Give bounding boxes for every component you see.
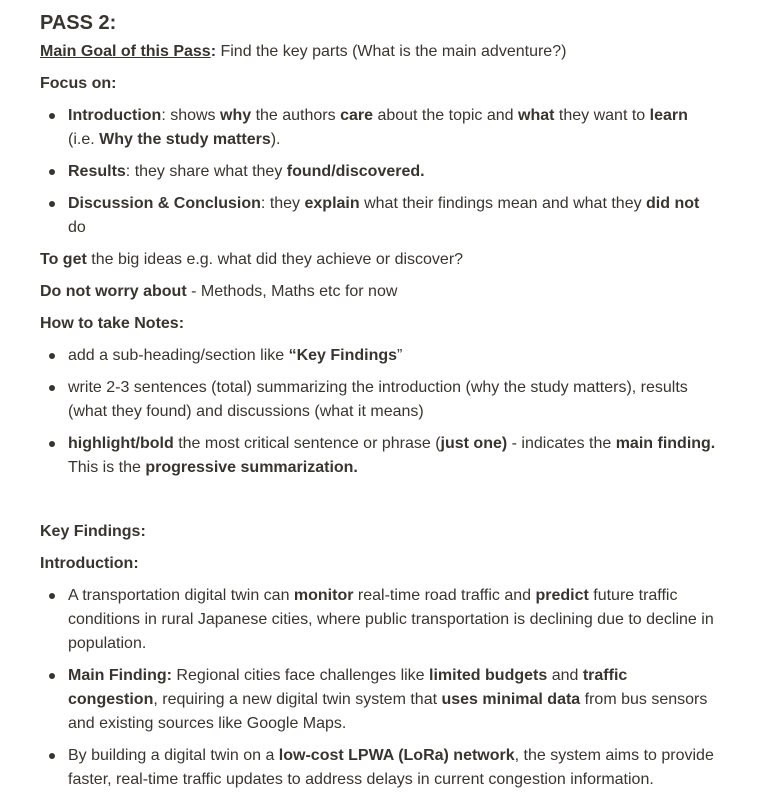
list-item: write 2-3 sentences (total) summarizing the introduction (why the study matters), results (what they found) and discussions (what it means) <box>40 376 718 424</box>
list-item: Main Finding: Regional cities face challenges like limited budgets and traffic congestion, requiring a new digital twin system that uses minimal data from bus sensors and existing sources like Google Maps. <box>40 664 718 736</box>
list-item: A transportation digital twin can monitor real-time road traffic and predict future traffic conditions in rural Japanese cities, where public transportation is declining due to decline in population. <box>40 584 718 656</box>
list-item: highlight/bold the most critical sentence or phrase (just one) - indicates the main finding. This is the progressive summarization. <box>40 432 718 480</box>
how-to-take-notes-label: How to take Notes: <box>40 315 185 332</box>
findings-list <box>40 584 718 792</box>
notes-list <box>40 344 718 480</box>
focus-label: Focus on: <box>40 75 117 92</box>
list-item: Discussion & Conclusion: they explain what their findings mean and what they did not do <box>40 192 718 240</box>
do-not-worry-paragraph: Do not worry about - Methods, Maths etc for now <box>40 283 398 300</box>
key-findings-label: Key Findings: <box>40 523 146 540</box>
pass-heading: PASS 2: <box>40 12 117 34</box>
introduction-label: Introduction: <box>40 555 139 572</box>
main-goal-paragraph: Main Goal of this Pass: Find the key parts (What is the main adventure?) <box>40 43 567 60</box>
focus-list <box>40 104 718 240</box>
main-goal-label: Main Goal of this Pass <box>40 43 211 60</box>
list-item: By building a digital twin on a low-cost LPWA (LoRa) network, the system aims to provide faster, real-time traffic updates to address delays in current congestion information. <box>40 744 718 792</box>
to-get-paragraph: To get the big ideas e.g. what did they achieve or discover? <box>40 251 464 268</box>
blank-line <box>40 488 718 520</box>
list-item: Results: they share what they found/discovered. <box>40 160 718 184</box>
list-item: Introduction: shows why the authors care about the topic and what they want to learn (i.e. Why the study matters). <box>40 104 718 152</box>
list-item: add a sub-heading/section like “Key Findings” <box>40 344 718 368</box>
